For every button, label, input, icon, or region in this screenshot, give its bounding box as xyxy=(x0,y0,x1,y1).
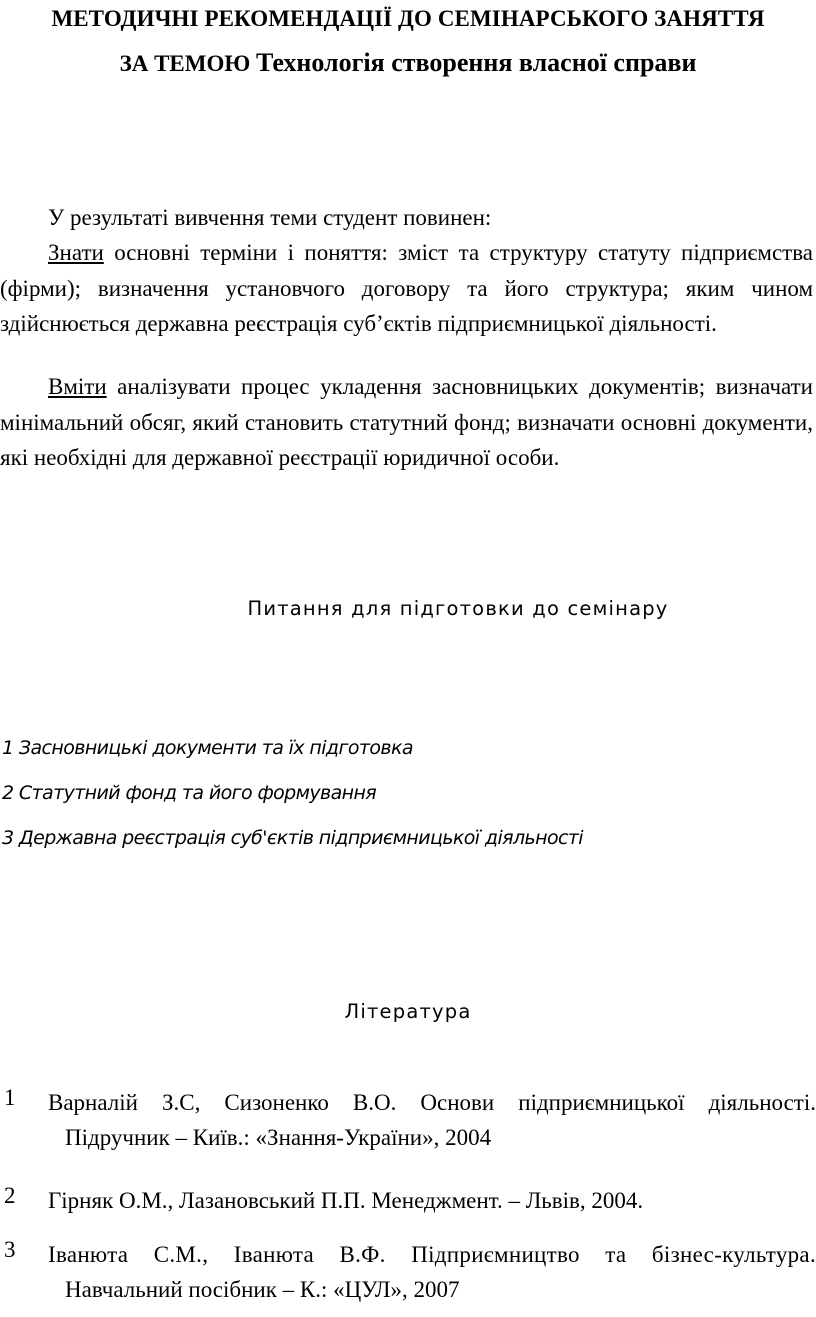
reference-line: Навчальний посібник – К.: «ЦУЛ», 2007 xyxy=(65,1277,460,1302)
know-text: основні терміни і поняття: зміст та структуру статуту підприємства (фірми); визначення установчого договору та його структура; яким чином здійснюється державна реєстрація суб’єктів підприємницької діяльності. xyxy=(0,240,813,336)
can-paragraph xyxy=(0,369,813,476)
reference-line: Гірняк О.М., Лазановський П.П. Менеджмент. – Львів, 2004. xyxy=(48,1188,644,1213)
title-topic: Технологія створення власної справи xyxy=(256,48,697,77)
questions-heading: Питання для підготовки до семінару xyxy=(247,597,669,620)
document-title-line2 xyxy=(0,48,816,82)
reference-line: Іванюта С.М., Іванюта В.Ф. Підприємництво та бізнес-культура. xyxy=(48,1242,816,1267)
intro-text: У результаті вивчення теми студент повинен: xyxy=(48,205,492,230)
reference-item xyxy=(0,1183,816,1237)
know-paragraph xyxy=(0,235,813,342)
reference-text xyxy=(48,1085,816,1155)
can-text: аналізувати процес укладення засновницьких документів; визначати мінімальний обсяг, який становить статутний фонд; визначати основні документи, які необхідні для державної реєстрації юридичної особи. xyxy=(0,374,813,470)
reference-line: Варналій З.С, Сизоненко В.О. Основи підприємницької діяльності. xyxy=(48,1090,816,1115)
questions-list xyxy=(2,731,583,866)
references-list xyxy=(0,1085,816,1317)
question-item: 3 Державна реєстрація суб'єктів підприємницької діяльності xyxy=(2,827,583,849)
reference-item xyxy=(0,1085,816,1183)
reference-item xyxy=(0,1237,816,1317)
reference-text xyxy=(48,1237,816,1307)
reference-text xyxy=(48,1183,816,1218)
reference-number: 3 xyxy=(4,1237,16,1262)
question-item: 2 Статутний фонд та його формування xyxy=(2,782,377,804)
reference-number: 1 xyxy=(4,1085,16,1110)
question-item: 1 Засновницькі документи та їх підготовка xyxy=(2,737,413,759)
can-label: Вміти xyxy=(48,374,107,399)
document-title-line1: МЕТОДИЧНІ РЕКОМЕНДАЦІЇ ДО СЕМІНАРСЬКОГО ЗАНЯТТЯ xyxy=(51,6,765,31)
reference-number: 2 xyxy=(4,1183,16,1208)
title-prefix: ЗА ТЕМОЮ xyxy=(119,51,256,76)
know-label: Знати xyxy=(48,240,104,265)
literature-heading: Література xyxy=(344,1000,472,1023)
reference-line: Підручник – Київ.: «Знання-України», 2004 xyxy=(65,1125,492,1150)
